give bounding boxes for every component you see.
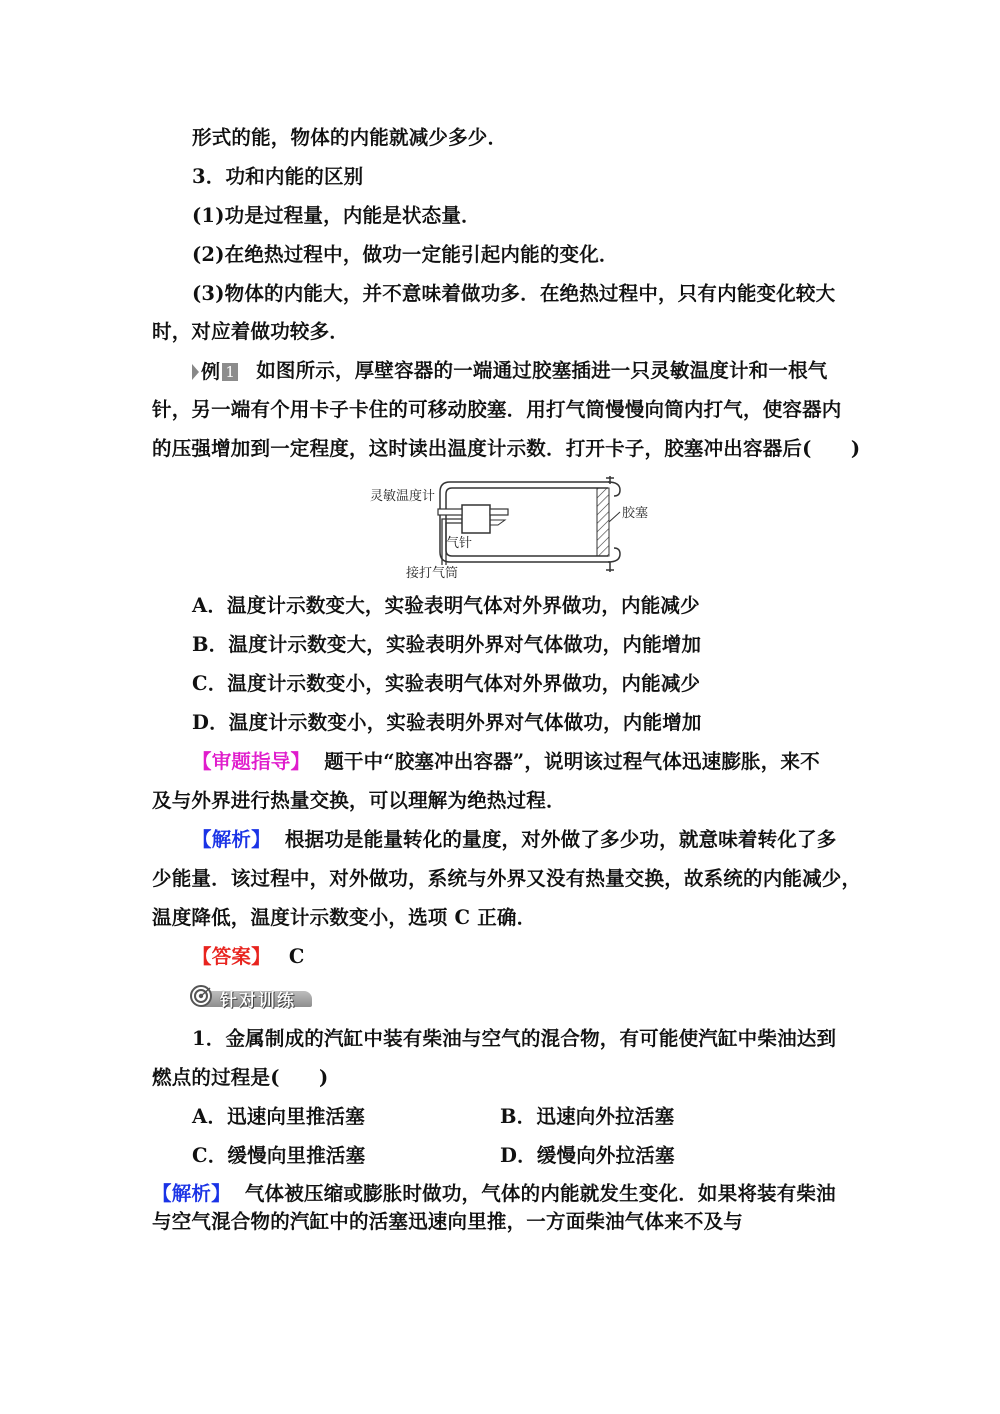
practice-option-row-1 [192,1103,892,1131]
option-d: D．温度计示数变小，实验表明外界对气体做功，内能增加 [192,711,702,734]
practice-q1-line-2: 燃点的过程是( ) [152,1066,329,1089]
target-icon [190,985,212,1007]
analysis-text: 根据功是能量转化的量度，对外做了多少功，就意味着转化了多 [284,828,837,851]
practice-option-c: C．缓慢向里推活塞 [192,1144,366,1167]
point-3: (3)物体的内能大，并不意味着做功多．在绝热过程中，只有内能变化较大 [192,282,836,305]
guide-line-1 [192,748,892,776]
guide-text: 题干中“胶塞冲出容器”，说明该过程气体迅速膨胀，来不 [324,750,820,773]
point-1: (1)功是过程量，内能是状态量． [192,204,481,227]
question-text: 如图所示，厚壁容器的一端通过胶塞插进一只灵敏温度计和一根气 [256,359,828,382]
example-question-line-3: 的压强增加到一定程度，这时读出温度计示数．打开卡子，胶塞冲出容器后( ) [152,437,861,460]
analysis-line-2: 少能量．该过程中，对外做功，系统与外界又没有热量交换，故系统的内能减少， [152,867,862,890]
analysis-line-3: 温度降低，温度计示数变小，选项 C 正确． [152,906,537,929]
example-question-line-1 [192,357,892,386]
pump-label: 接打气筒 [406,566,459,581]
needle-label: 气针 [446,536,473,551]
section-heading: 3．功和内能的区别 [192,165,364,188]
analysis-tag: 【解析】 [192,828,271,851]
answer-tag: 【答案】 [192,945,271,968]
practice-option-a: A．迅速向里推活塞 [192,1105,365,1128]
guide-line-2: 及与外界进行热量交换，可以理解为绝热过程． [152,789,566,812]
practice-banner [190,985,312,1009]
example-label: 例 [201,360,221,383]
practice-analysis-tag: 【解析】 [152,1182,231,1205]
practice-analysis-line-2: 与空气混合物的汽缸中的活塞迅速向里推，一方面柴油气体来不及与 [152,1210,744,1233]
practice-analysis-line-1 [152,1181,852,1207]
triangle-marker-icon [192,364,199,380]
answer-value: C [288,945,305,968]
guide-tag: 【审题指导】 [192,750,311,773]
option-a: A．温度计示数变大，实验表明气体对外界做功，内能减少 [192,594,700,617]
thermometer-label: 灵敏温度计 [370,489,436,504]
point-3-cont: 时，对应着做功较多． [152,320,350,343]
practice-option-d: D．缓慢向外拉活塞 [500,1144,675,1167]
example-badge [192,358,238,386]
practice-option-b: B．迅速向外拉活塞 [500,1105,675,1128]
option-c: C．温度计示数变小，实验表明气体对外界做功，内能减少 [192,672,701,695]
point-2: (2)在绝热过程中，做功一定能引起内能的变化． [192,243,619,266]
practice-option-row-2 [192,1142,892,1170]
practice-q1-line-1: 1．金属制成的汽缸中装有柴油与空气的混合物，有可能使汽缸中柴油达到 [192,1027,837,1050]
example-number: 1 [222,363,238,381]
stopper-label: 胶塞 [622,506,649,521]
option-b: B．温度计示数变大，实验表明外界对气体做功，内能增加 [192,633,702,656]
example-question-line-2: 针，另一端有个用卡子卡住的可移动胶塞．用打气筒慢慢向筒内打气，使容器内 [152,398,842,421]
banner-label: 针对训练 [220,991,296,1011]
intro-line: 形式的能，物体的内能就减少多少． [192,126,508,149]
analysis-line-1 [192,826,892,854]
practice-analysis-text: 气体被压缩或膨胀时做功，气体的内能就发生变化．如果将装有柴油 [244,1182,836,1205]
apparatus-figure [370,470,660,582]
answer-line [192,943,892,971]
